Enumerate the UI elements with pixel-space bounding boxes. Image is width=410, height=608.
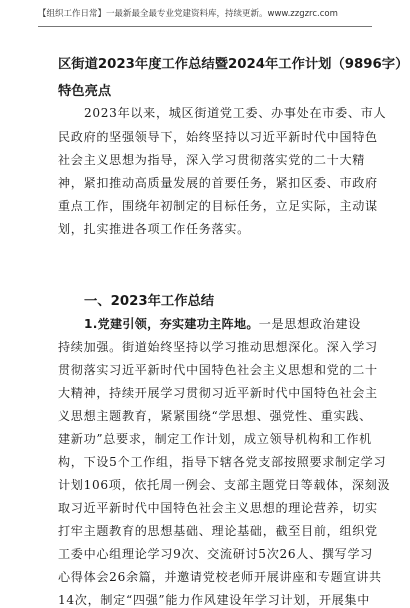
header-divider xyxy=(38,26,372,27)
body-line: 义思想主题教育，紧紧围绕“学思想、强党性、重实践、 xyxy=(58,409,372,423)
body-line: 建新功”总要求，制定工作计划，成立领导机构和工作机 xyxy=(58,432,372,446)
intro-line: 2023年以来，城区街道党工委、办事处在市委、市人 xyxy=(84,106,387,120)
intro-line: 重点工作，围绕年初制定的目标任务，立足实际，主动谋 xyxy=(58,199,378,213)
body-line: 工委中心组理论学习9次、交流研讨5次26人、撰写学习 xyxy=(58,547,374,561)
body-line: 取习近平新时代中国特色社会主义思想的理论营养，切实 xyxy=(58,501,378,515)
body-line: 14次，制定“四强”能力作风建设年学习计划，开展集中 xyxy=(58,593,371,607)
item1-bold-lead: 1.党建引领，夯实建功主阵地。 xyxy=(84,317,259,331)
body-line: 持续加强。街道始终坚持以学习推动思想深化。深入学习 xyxy=(58,340,378,354)
item1-first-rest: 一是思想政治建设 xyxy=(258,317,362,331)
item1-first-line xyxy=(84,315,362,332)
body-line: 打牢主题教育的思想基础、理论基础，截至目前，组织党 xyxy=(58,524,378,538)
site-header: 【组织工作日常】一最新最全最专业党建资料库，持续更新。www.zzgzrc.com xyxy=(38,9,338,19)
intro-line: 社会主义思想为指导，深入学习贯彻落实党的二十大精 xyxy=(58,153,366,167)
body-line: 计划106项，依托周一例会、支部主题党日等载体，深刻汲 xyxy=(58,478,391,492)
intro-line: 神，紧扣推动高质量发展的首要任务，紧扣区委、市政府 xyxy=(58,176,378,190)
body-line: 构，下设5个工作组，指导下辖各党支部按照要求制定学习 xyxy=(58,455,387,469)
intro-line: 民政府的坚强领导下，始终坚持以习近平新时代中国特色 xyxy=(58,130,378,144)
section-heading: 一、2023年工作总结 xyxy=(84,294,215,309)
body-line: 心得体会26余篇，并邀请党校老师开展讲座和专题宣讲共 xyxy=(58,570,382,584)
document-subtitle: 特色亮点 xyxy=(58,84,112,99)
body-line: 贯彻落实习近平新时代中国特色社会主义思想和党的二十 xyxy=(58,363,378,377)
document-title: 区街道2023年度工作总结暨2024年工作计划（9896字） xyxy=(58,57,409,72)
intro-line: 划，扎实推进各项工作任务落实。 xyxy=(58,222,250,236)
body-line: 大精神，持续开展学习贯彻习近平新时代中国特色社会主 xyxy=(58,386,378,400)
